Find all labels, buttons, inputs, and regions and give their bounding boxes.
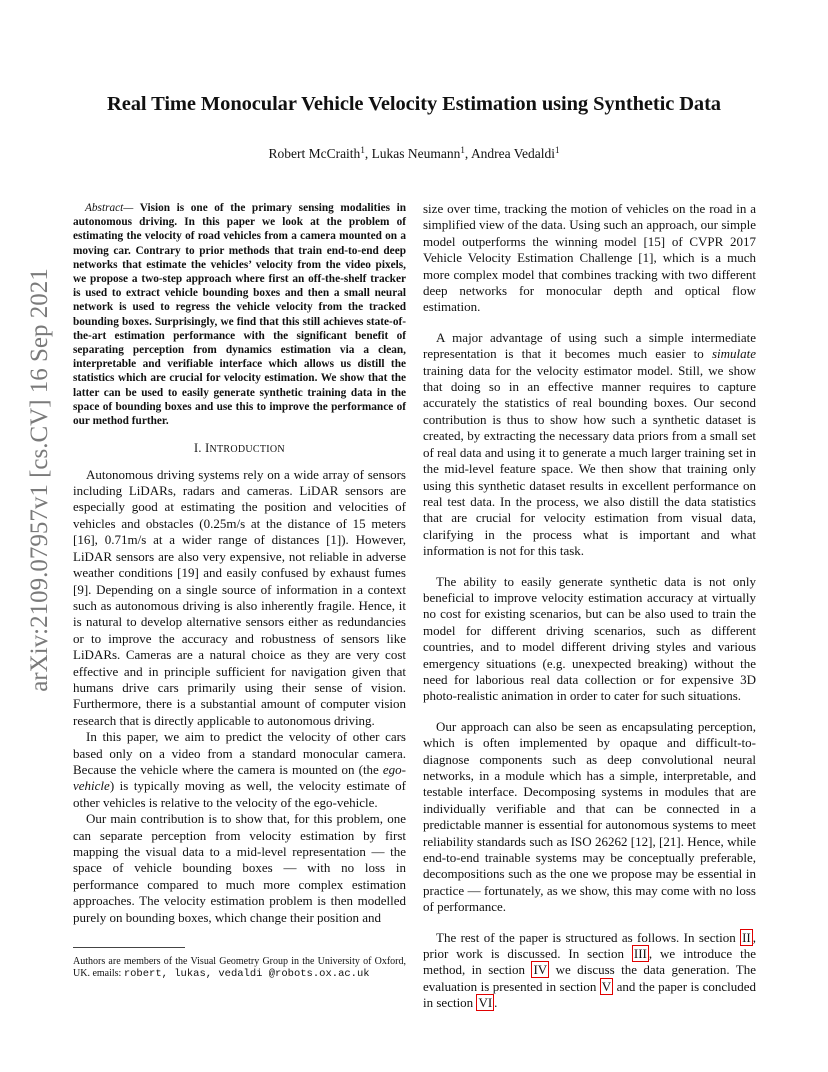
emphasis-term: ego-vehicle xyxy=(73,761,406,794)
paragraph-text: A major advantage of using such a simple intermediate representation is that it becomes much easier to xyxy=(423,329,756,362)
right-paragraph-3: The ability to easily generate synthetic data is not only beneficial to improve velocity estimation accuracy at virtually no cost for existing scenarios, but can be also used to train the model for different driving scenarios, such as different countries, and to model different driving styles and various emergency situations (e.g. unexpected breaking) without the need for laborious real data collection or for expensive 3D photo-realistic animation in order to cater for such situations. xyxy=(423,573,756,704)
author-list xyxy=(60,146,768,162)
right-paragraph-2 xyxy=(423,330,756,560)
author-separator: , xyxy=(464,146,471,161)
section-ref-link[interactable]: IV xyxy=(533,962,548,978)
paragraph-text: . xyxy=(494,995,498,1011)
footnote-divider xyxy=(73,947,185,948)
paragraph-text: training data for the velocity estimator model. Still, we show that doing so in an effective manner requires to capture accurately the statistics of real bounding boxes. Our second contribution is thus to show how such a synthetic dataset is created, by extracting the necessary data priors from a small set of real data and using it to generate a much larger training set in the mid-level feature space. We then show that training only using this synthetic dataset results in excellent performance on real test data. In the process, we also distill the data statistics that are crucial for velocity estimation from visual data, clarifying in the process what is important and what information is not for this task. xyxy=(423,362,756,559)
author-name: Robert McCraith xyxy=(268,146,361,161)
section-ref-link[interactable]: III xyxy=(633,946,647,962)
author-name: Lukas Neumann xyxy=(371,146,461,161)
abstract xyxy=(73,201,406,428)
section-title-rest: NTRODUCTION xyxy=(209,444,285,456)
paragraph-text: In this paper, we aim to predict the velocity of other cars based only on a video from a standard monocular camera. Because the vehicle where the camera is mounted on (the xyxy=(73,729,406,777)
emphasis-term: simulate xyxy=(711,346,756,362)
author-name: Andrea Vedaldi xyxy=(470,146,556,161)
paper-title: Real Time Monocular Vehicle Velocity Estimation using Synthetic Data xyxy=(107,93,721,115)
abstract-text: Vision is one of the primary sensing modalities in autonomous driving. In this paper we look at the problem of estimating the velocity of road vehicles from a camera mounted on a moving car. Contrary to prior methods that train end-to-end deep networks that estimate the vehicles’ velocity from the video pixels, we propose a two-step approach where first an off-the-shelf tracker is used to extract vehicle bounding boxes and then a small neural network is used to regress the vehicle velocity from the tracked bounding boxes. Surprisingly, we find that this still achieves state-of-the-art estimation performance with the significant benefit of separating perception from dynamics estimation via a clean, interpretable and verifiable interface which allows us distill the statistics which are crucial for velocity estimation. We show that the latter can be used to easily generate synthetic training data in the space of bounding boxes and use this to improve the performance of our method further. xyxy=(73,202,406,428)
section-number: I. xyxy=(194,441,206,456)
section-heading-introduction xyxy=(73,440,406,458)
paragraph-text: The rest of the paper is structured as follows. In section xyxy=(436,929,741,945)
intro-paragraph-2 xyxy=(73,729,406,811)
section-ref-link[interactable]: II xyxy=(742,929,751,945)
section-title-initial: I xyxy=(205,441,210,456)
author-affiliation-mark: 1 xyxy=(555,145,560,155)
paragraph-text: and the paper is concluded in section xyxy=(423,978,756,1011)
intro-paragraph-3: Our main contribution is to show that, for this problem, one can separate perception from velocity estimation by first mapping the visual data to a mid-level representation — the space of vehicle bounding boxes — with no loss in performance compared to much more complex estimation approaches. The velocity estimation problem is then modelled purely on bounding boxes, which change their position and xyxy=(73,811,406,925)
paragraph-text: , prior work is discussed. In section xyxy=(423,929,756,962)
right-paragraph-1: size over time, tracking the motion of vehicles on the road in a simplified view of the data. Using such an approach, our simple model outperforms the winning model [15] of CVPR 2017 Vehicle Velocity Estimation Challenge [1], which is a much more complex model that combines tracking with two different deep networks for monocular depth and optical flow estimation. xyxy=(423,201,756,315)
right-paragraph-4: Our approach can also be seen as encapsulating perception, which is often implemented by opaque and difficult-to-diagnose components such as deep convolutional neural networks, in a module which has a simple, interpretable, and testable interface. Decomposing systems in modules that are individually verifiable and that can be connected in a predictable manner is essential for autonomous systems to meet reliability standards such as ISO 26262 [12], [21]. Hence, while end-to-end trainable systems may be conceptually preferable, decompositions such as the one we propose may be essential in practice — fortunately, as we show, this may come with no loss of performance. xyxy=(423,718,756,915)
left-column xyxy=(73,201,406,926)
abstract-label: Abstract— xyxy=(85,202,134,214)
paragraph-text: , we introduce the method, in section xyxy=(423,946,756,978)
paragraph-text: ) is typically moving as well, the velocity estimate of other vehicles is relative to the velocity of the ego-vehicle. xyxy=(73,778,406,810)
footnote xyxy=(73,956,406,981)
section-ref-link[interactable]: V xyxy=(601,978,612,994)
paragraph-text: we discuss the data generation. The evaluation is presented in section xyxy=(423,962,756,994)
author-separator: , xyxy=(364,146,372,161)
right-paragraph-5 xyxy=(423,930,756,1012)
author-affiliation-mark: 1 xyxy=(360,145,365,155)
right-column xyxy=(423,201,756,1012)
footnote-text: Authors are members of the Visual Geometry Group in the University of Oxford, UK. emails: xyxy=(73,956,406,980)
author-affiliation-mark: 1 xyxy=(460,145,465,155)
footnote-emails: robert, lukas, vedaldi @robots.ox.ac.uk xyxy=(123,968,370,981)
intro-paragraph-1: Autonomous driving systems rely on a wide array of sensors including LiDARs, radars and cameras. LiDAR sensors are especially good at estimating the position and velocities of vehicles and obstacles (0.25m/s at the distance of 15 meters [16], 0.71m/s at a wider range of distances [1]). However, LiDAR sensors are also very expensive, not reliable in adverse weather conditions [19] and easily confused by exhaust fumes [9]. Depending on a single source of information in a context such as autonomous driving is also inherently fragile. Hence, it is natural to develop alternative sensors either as redundancies or to improve the accuracy and robustness of sensors like LiDARs. Cameras are a natural choice as they are very cost effective and in principle sufficient for navigation given that humans drive cars primarily using their sense of vision. Furthermore, there is a substantial amount of computer vision research that is directly applicable to autonomous driving. xyxy=(73,466,406,728)
arxiv-identifier: arXiv:2109.07957v1 [cs.CV] 16 Sep 2021 xyxy=(26,268,53,692)
section-ref-link[interactable]: VI xyxy=(478,995,493,1011)
